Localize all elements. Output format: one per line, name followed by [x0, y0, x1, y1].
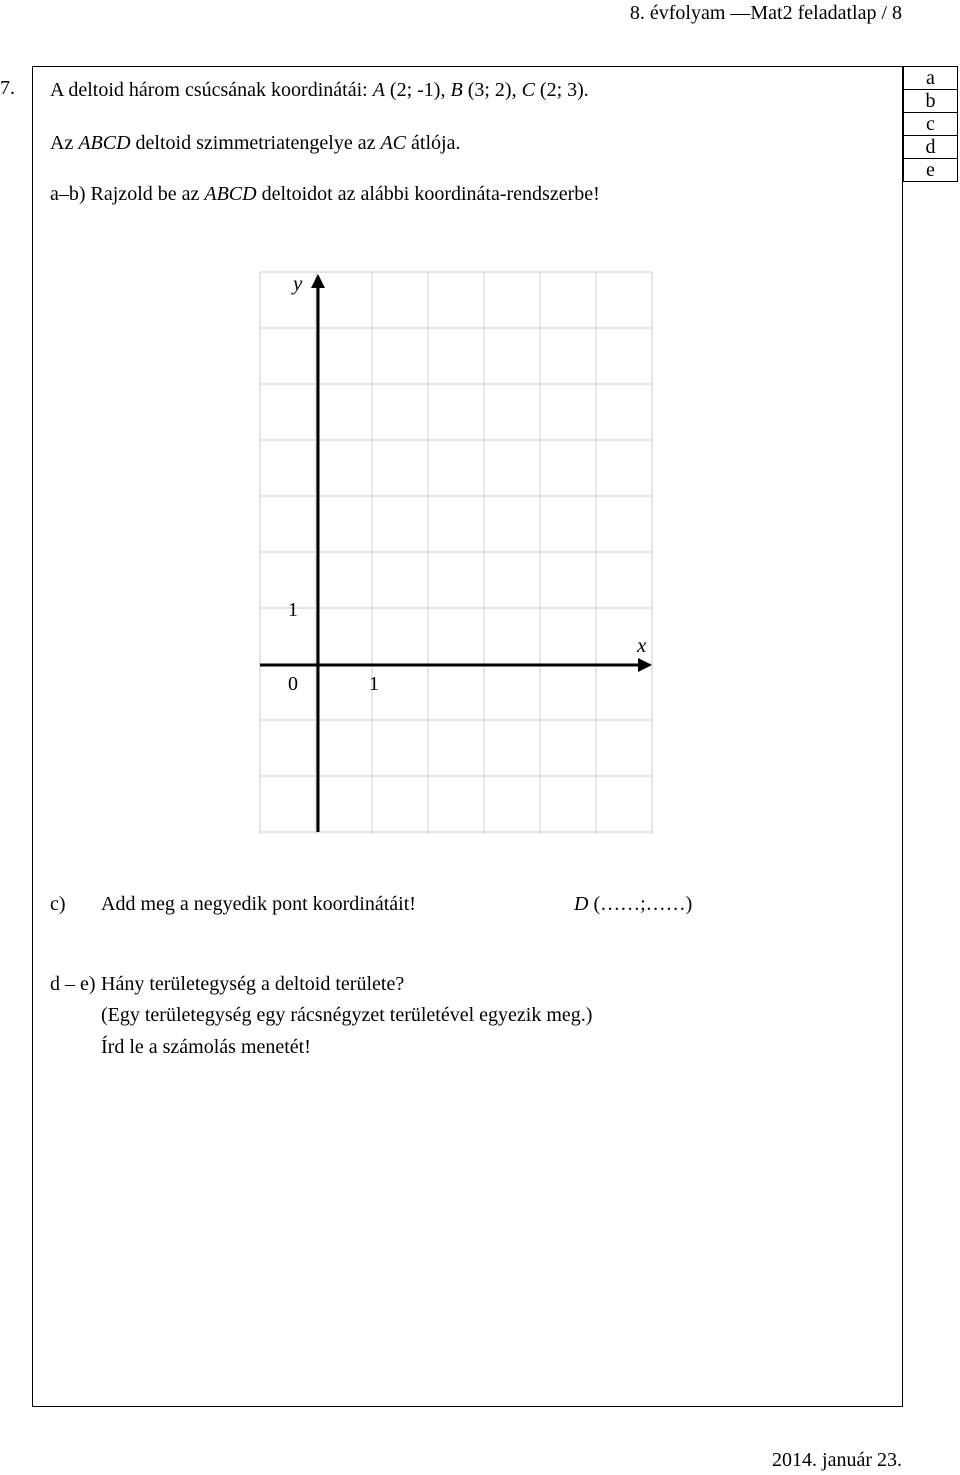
x-axis-arrow-icon	[638, 658, 652, 672]
score-box-d[interactable]: d	[904, 136, 958, 159]
y-axis-label: y	[293, 271, 303, 295]
y-axis-arrow-icon	[311, 274, 325, 288]
question-line-2	[50, 130, 460, 156]
score-box-a[interactable]: a	[904, 67, 958, 90]
point-b-coord: (3; 2),	[462, 79, 522, 101]
point-a-coord: (2; -1),	[384, 79, 451, 101]
part-de-label: d – e)	[50, 973, 96, 995]
point-a-label: A	[372, 79, 385, 101]
abcd-label: ABCD	[78, 132, 131, 154]
text: Az	[50, 132, 79, 154]
part-de-line-2: (Egy területegység egy rácsnégyzet területével egyezik meg.)	[101, 1004, 593, 1026]
point-c-label: C	[521, 79, 535, 101]
coordinate-grid	[250, 262, 670, 842]
ac-label: AC	[380, 132, 407, 154]
question-line-1	[50, 77, 589, 103]
point-b-label: B	[450, 79, 463, 101]
text: A deltoid három csúcsának koordinátái:	[50, 79, 373, 101]
part-de-line-3: Írd le a számolás menetét!	[101, 1036, 311, 1058]
x-unit-label: 1	[369, 673, 379, 695]
part-c-label: c)	[50, 893, 66, 915]
footer-date: 2014. január 23.	[772, 1449, 902, 1471]
page-header: 8. évfolyam —Mat2 feladatlap / 8	[629, 2, 902, 24]
text: deltoid szimmetriatengelye az	[130, 132, 381, 154]
origin-label: 0	[288, 673, 298, 695]
part-c-answer[interactable]	[574, 891, 692, 917]
text: a–b) Rajzold be az	[50, 183, 205, 205]
score-box-e[interactable]: e	[904, 159, 958, 182]
question-line-3	[50, 181, 600, 207]
point-d-label: D	[574, 893, 589, 915]
score-box-c[interactable]: c	[904, 113, 958, 136]
part-c-text: Add meg a negyedik pont koordinátáit!	[101, 893, 416, 915]
score-table	[903, 66, 958, 182]
point-c-coord: (2; 3).	[534, 79, 589, 101]
part-de-line-1: Hány területegység a deltoid területe?	[101, 973, 405, 995]
score-box-b[interactable]: b	[904, 90, 958, 113]
question-number: 7.	[0, 77, 15, 99]
text: deltoidot az alábbi koordináta-rendszerbe!	[256, 183, 600, 205]
abcd-label: ABCD	[204, 183, 257, 205]
y-unit-label: 1	[288, 599, 298, 621]
x-axis-label: x	[637, 633, 647, 657]
point-d-blank: (……;……)	[588, 893, 693, 915]
text: átlója.	[406, 132, 461, 154]
